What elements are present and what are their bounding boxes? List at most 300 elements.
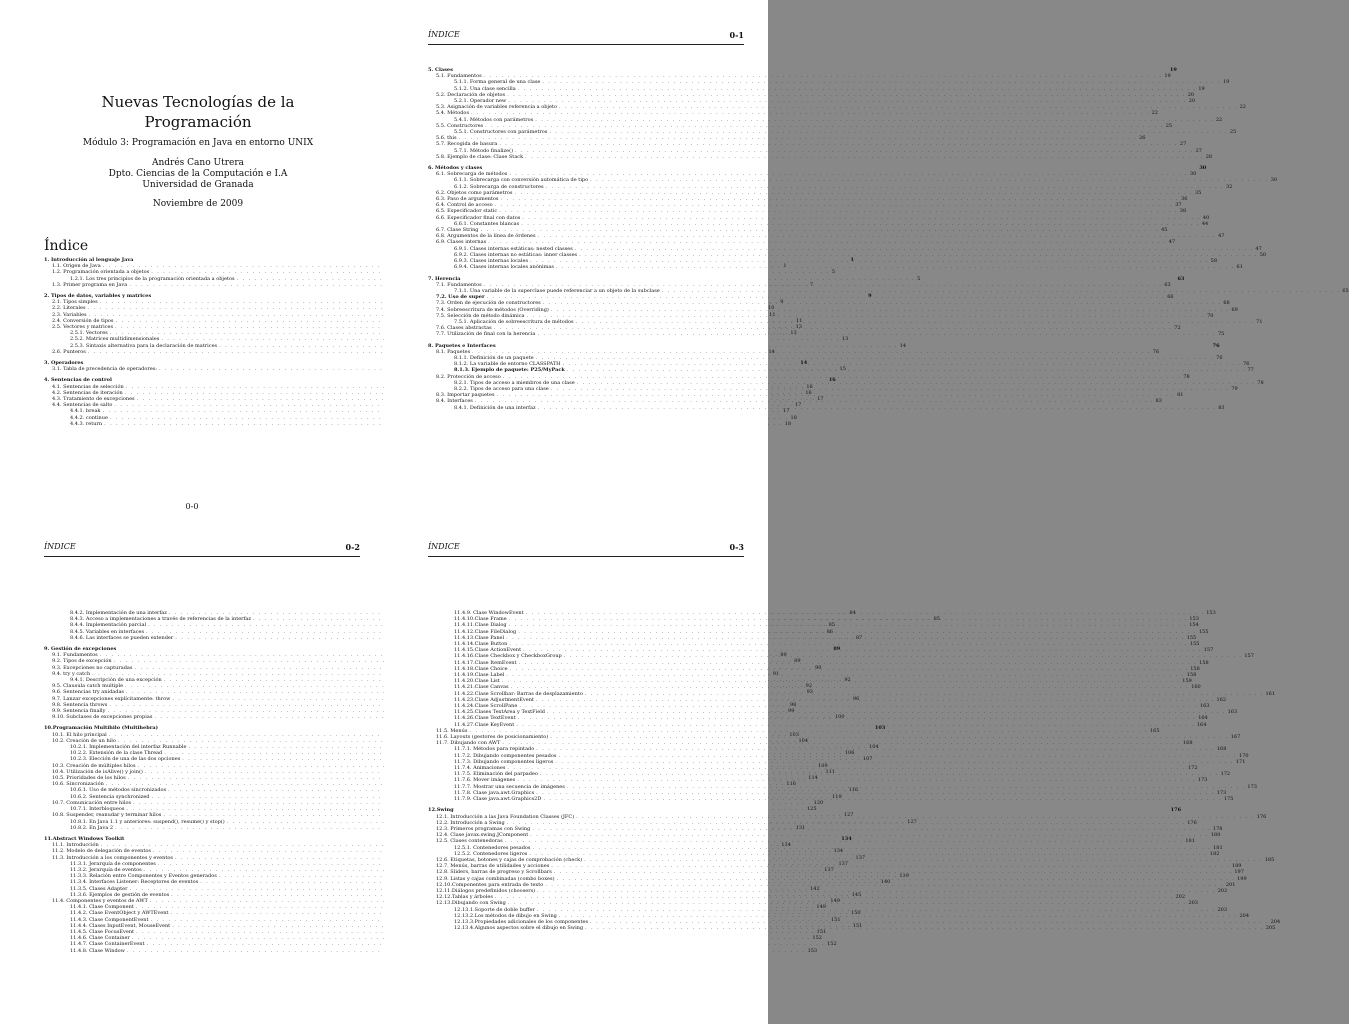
toc-entry-label: 5.7.1. Método finalize() [454,147,514,154]
toc-entry-page-number: 9 [780,299,784,306]
toc-entry-page-number: 25 [1165,122,1173,129]
toc-entry-page-number: 84 [849,610,856,616]
toc-entry-page-number: 10 [768,305,775,312]
toc-entry-page-number: 205 [1265,925,1276,932]
toc-entry-label: 6.2. Objetos como parámetros [436,189,513,196]
toc-entry-page-number: 26 [1139,135,1146,142]
header-page-number: 0-2 [345,542,360,552]
toc-entry-label: 11.4.17.Clase ItemEvent [454,659,517,666]
toc-entry-label: 11.7.5. Eliminación del parpadeo [454,771,538,778]
toc-entry-label: 8. Paquetes e Interfaces [428,342,496,349]
toc-entry-page-number: 158 [1190,665,1200,672]
toc-entry-label: 5.4.1. Métodos con parámetros [454,116,534,123]
toc-entry-page-number: 182 [1209,850,1220,857]
toc-entry-page-number: 58 [1210,258,1218,265]
toc-entry-page-number: 99 [788,708,795,715]
toc-entry-page-number: 125 [807,806,817,813]
toc-entry-label: 5.1. Fundamentos [436,73,482,80]
toc-entry-label: 9.5. Clausula catch multiple [52,683,124,690]
toc-entry-page-number: 173 [1247,783,1257,790]
toc-entry-label: 12.5.1. Contenedores pesados [454,844,531,851]
toc-entry-label: 5.7. Recogida de basura [436,141,498,148]
toc-entry-page-number: 32 [1226,183,1233,190]
date: Noviembre de 2009 [152,199,244,209]
toc-entry-label: 6.9.4. Clases internas locales anónimas [454,264,554,271]
toc-entry-label: 11.4.12.Clase FileDialog [454,628,517,635]
toc-entry-label: 11.4.10.Clase Frame [454,616,507,623]
toc-entry-page-number: 76 [1212,342,1220,349]
toc-entry-page-number: 172 [1220,771,1231,778]
header-title: ÍNDICE [44,542,76,551]
toc-entry-label: 10.1. El hilo principal [52,731,107,738]
toc-entry-label: 4.4. Sentencias de salto [52,402,113,409]
toc-entry-label: 6.9.3. Clases internas locales [454,258,529,265]
toc-entry-page-number: 69 [1231,306,1238,313]
toc-entry-label: 11.7.7. Mostrar una secuencia de imágenes [454,783,565,790]
document-subtitle: Módulo 3: Programación en Java en entorno UNIX [82,138,314,148]
toc-entry-page-number: 14 [899,342,907,349]
toc-entry-page-number: 137 [824,866,834,873]
toc-entry-page-number: 5 [917,275,921,282]
index-heading: Índice [44,238,89,254]
toc-entry-label: 10.4. Utilización de isAlive() y join() [52,768,143,775]
header-rule [428,44,744,45]
toc-entry-page-number: 172 [1187,765,1198,772]
toc-entry-label: 1.2. Programación orientada a objetos [52,269,150,276]
toc-entry-page-number: 19 [1198,85,1205,92]
toc-entry-page-number: 77 [1247,367,1254,374]
toc-entry-page-number: 83 [1155,398,1162,405]
toc-entry-page-number: 164 [1196,721,1207,728]
toc-entry-page-number: 13 [841,336,849,343]
toc-entry-label: 2.3. Variables [52,311,87,318]
toc-entry-label: 5. Clases [428,67,453,73]
toc-entry-page-number: 204 [1270,918,1281,925]
toc-entry-page-number: 170 [1239,752,1249,759]
toc-entry-label: 11.4.7. Clase ContainerEvent [70,941,145,948]
toc-entry-page-number: 22 [1215,116,1223,123]
toc-entry-page-number: 181 [1185,838,1195,845]
toc-entry-label: 5.1.2. Una clase sencilla [454,85,516,92]
toc-entry-label: 3. Operadores [44,360,84,367]
toc-entry-page-number: 164 [1198,715,1208,722]
toc-entry-page-number: 17 [794,402,802,409]
toc-entry-label: 5.4. Métodos [436,110,470,117]
toc-entry-label: 7.2. Uso de super [436,294,485,301]
toc-entry-page-number: 103 [874,725,886,732]
toc-entry-page-number: 19 [1222,79,1230,86]
toc-entry-page-number: 22 [1239,104,1246,111]
toc-entry-label: 9.9. Sentencia finally [52,708,106,715]
toc-entry-label: 5.5. Constructores [436,122,484,129]
toc-entry-label: 5.8. Ejemplo de clase: Clase Stack [436,153,524,160]
toc-entry-label: 8.1.3. Ejemplo de paquete: P25/MyPack [454,367,565,374]
toc-entry-page-number: 14 [768,348,775,355]
toc-entry-label: 2.5.2. Matrices multidimensionales [70,336,160,343]
toc-entry-page-number: 27 [1179,141,1187,148]
header-title: ÍNDICE [428,30,460,39]
toc-entry-label: 11.3.6. Ejemplos de gestión de eventos [70,891,170,898]
toc-entry-page-number: 45 [1161,227,1168,234]
toc-entry-page-number: 11 [769,311,776,318]
toc-entry-page-number: 16 [828,377,836,384]
toc-entry-page-number: 158 [1186,672,1197,679]
toc-entry-page-number: 63 [1164,281,1171,288]
toc-entry-label: 1.1. Origen de Java [52,263,101,270]
toc-leader-dots [538,405,1217,411]
toc-entry-label: 12.Swing [428,807,454,814]
toc-entry-page-number: 111 [825,768,835,775]
toc-entry-label: 11.2. Modelo de delegación de eventos [52,848,151,855]
toc-entry-label: 5.5.1. Constructores con parámetros [454,129,548,136]
toc-entry-page-number: 134 [781,842,791,849]
toc-entry-label: 4.3. Tratamiento de excepciones [52,396,135,403]
toc-entry-label: 11.4.16.Clase Checkbox y CheckboxGroup [454,653,562,660]
toc-entry-label: 12.13.3.Propiedades adicionales de los componentes [454,918,589,925]
toc-entry-label: 11.7.2. Dibujando componentes pesados [454,752,557,759]
toc-entry-label: 11.4.19.Clase Label [454,672,505,679]
toc-entry-page-number: 78 [1183,373,1190,380]
toc-entry-page-number: 37 [1175,202,1182,209]
toc-entry-page-number: 106 [844,750,855,757]
toc-entry-label: 8.4.6. Las interfaces se pueden extender [70,634,174,641]
toc-entry-page-number: 92 [805,683,813,690]
toc-entry-page-number: 7 [809,281,813,288]
toc-entry-label: 12.8. Sliders, barras de progreso y Scrollbars [436,869,552,876]
toc-entry-page-number: 19 [1164,73,1171,80]
toc-entry-label: 4.4.3. return [70,420,103,427]
toc-entry-label: 8.4.5. Variables en interfaces [70,628,145,635]
toc-entry-label: 10.7. Comunicación entre hilos [52,799,132,806]
toc-entry[interactable] [44,947,818,954]
toc-entry-page-number: 165 [1150,727,1160,734]
toc-entry-page-number: 36 [1181,196,1188,203]
toc-entry-page-number: 20 [1187,91,1195,98]
toc-entry-label: 11.7.9. Clase java.awt.Graphics2D [454,796,542,803]
toc-entry-page-number: 11 [796,317,803,324]
toc-entry-label: 11.7.3. Dibujando componentes ligeros [454,758,554,765]
toc-entry-label: 12.13.1.Soporte de doble buffer [454,906,535,913]
toc-entry-label: 7. Herencia [428,275,461,282]
toc-entry-page-number: 89 [780,652,787,659]
toc-entry-label: 12.2. Introducción a Swing [436,819,505,826]
toc-entry-label: 11.4.14.Clase Button [454,641,508,648]
header-page-number: 0-1 [729,30,744,40]
author: Andrés Cano Utrera [152,158,244,168]
toc-entry-label: 11.7.6. Mover imágenes [454,777,516,784]
toc-entry-label: 11.7.8. Clase java.awt.Graphics [454,789,535,796]
toc-entry-label: 12.6. Etiquetas, botones y cajas de comprobación (check) [436,856,583,863]
toc-entry-page-number: 149 [816,904,826,911]
toc-entry-page-number: 185 [1264,856,1275,863]
toc-entry-page-number: 35 [1195,189,1202,196]
toc-entry-page-number: 140 [880,879,891,886]
toc-entry-page-number: 203 [1217,906,1228,913]
toc-entry-label: 9.8. Sentencia throws [52,701,108,708]
header-title: ÍNDICE [428,542,460,551]
header-rule [44,556,360,557]
toc-entry-page-number: 176 [1187,819,1197,826]
toc-entry-page-number: 145 [851,891,862,898]
toc-entry-page-number: 71 [1256,318,1263,325]
toc-entry-page-number: 134 [841,835,852,842]
toc-entry-page-number: 16 [805,389,812,396]
toc-entry-label: 11.4.27.Clase KeyEvent [454,721,515,728]
toc-entry-label: 9.3. Excepciones no capturadas [52,664,133,671]
toc-entry-page-number: 89 [794,658,801,665]
toc-entry-label: 11.4.5. Clase FocusEvent [70,928,135,935]
toc-entry-page-number: 189 [1231,863,1242,870]
toc-entry-label: 11.7.4. Animaciones [454,765,506,772]
toc-entry-page-number: 15 [839,366,846,373]
toc-entry-label: 10.2. Creación de un hilo [52,737,116,744]
toc-entry-page-number: 160 [1191,684,1201,691]
toc-entry-page-number: 151 [852,922,863,929]
toc-entry-label: 7.5.1. Aplicación de sobreescritura de métodos [454,318,574,325]
toc-entry-page-number: 127 [907,818,917,825]
toc-entry-page-number: 107 [862,756,873,763]
toc-entry-page-number: 175 [1223,796,1234,803]
toc-entry-page-number: 30 [1189,171,1197,178]
toc-entry-label: 12.13.Dibujando con Swing [436,900,506,907]
toc-entry-page-number: 114 [808,775,818,782]
toc-entry-page-number: 93 [806,689,813,696]
toc-entry-page-number: 176 [1256,813,1267,820]
toc-leader-dots [556,264,1235,270]
toc-entry-label: 11.7. Dibujando con AWT [436,740,501,747]
toc-entry-page-number: 178 [1212,825,1223,832]
toc-entry-page-number: 70 [1207,312,1214,319]
toc-entry-label: 9.1. Fundamentos [52,652,98,659]
toc-entry-page-number: 63 [1177,275,1185,282]
toc-entry-label: 9.10. Subclases de excepciones propias [52,714,153,721]
toc-entry[interactable] [428,264,1243,271]
toc-entry-page-number: 173 [1216,789,1227,796]
toc-entry-page-number: 9 [868,293,872,300]
toc-entry-page-number: 202 [1217,887,1228,894]
toc-entry-label: 11.3.3. Relación entre Componentes y Eventos generados [70,873,217,880]
toc-entry-page-number: 27 [1195,147,1202,154]
toc-entry-page-number: 13 [790,330,797,337]
toc-entry-label: 10.6.2. Sentencia synchronized [70,793,150,800]
toc-entry-page-number: 22 [1151,110,1158,117]
document-title: Nuevas Tecnologías de la Programación [101,93,295,131]
toc-entry-label: 12.5. Clases contenedoras [436,838,503,845]
toc-entry-label: 11.4. Componentes y eventos de AWT [52,897,148,904]
toc-entry-label: 6.5. Especificador static [436,208,498,215]
toc-entry-page-number: 104 [869,744,879,751]
toc-entry-page-number: 18 [784,420,792,427]
toc-entry-label: 6.1.2. Sobrecarga de constructores [454,183,544,190]
toc-entry-page-number: 87 [855,634,863,641]
toc-entry-page-number: 139 [899,873,909,880]
toc-entry-label: 12.3. Primeros programas con Swing [436,825,531,832]
toc-entry-label: 11.4.8. Clase Window [70,947,125,954]
title-block [60,92,336,209]
toc-entry-page-number: 76 [1243,361,1250,368]
toc-entry-label: 10.8.1. En Java 1.1 y anteriores: suspend(), resume() y stop() [70,818,225,825]
toc-entry[interactable] [428,153,1213,160]
toc-entry-label: 7.5. Selección de método dinámica [436,312,525,319]
toc-entry-label: 10.Programación Multihilo (Multihebra) [44,725,158,732]
toc-entry-label: 10.2.3. Elección de una de las dos opciones [70,756,181,763]
toc-entry-page-number: 161 [1265,690,1275,697]
toc-entry-label: 4. Sentencias de control [44,377,112,384]
toc-entry-page-number: 14 [800,360,808,367]
toc-entry-label: 10.6. Sincronización [52,781,104,788]
toc-entry-page-number: 20 [1188,98,1196,105]
toc-entry-label: 8.4.4. Implementación parcial [70,622,147,629]
toc-entry-page-number: 197 [1234,869,1244,876]
toc-entry-page-number: 19 [1169,67,1177,73]
toc-entry-label: 10.2.2. Extensión de la clase Thread [70,750,163,757]
toc-entry-label: 11.4.6. Clase Container [70,935,130,942]
toc-entry-page-number: 163 [1199,703,1210,710]
toc-leader-dots [525,154,1204,160]
toc-entry-page-number: 163 [1227,709,1238,716]
toc-entry-page-number: 98 [789,701,797,708]
toc-entry-label: 11.4.4. Clases InputEvent, MouseEvent [70,922,171,929]
toc-entry-page-number: 152 [827,941,837,948]
toc-entry-page-number: 142 [810,885,820,892]
toc-entry-label: 11.4.11.Clase Dialog [454,622,507,629]
toc-entry-label: 6.4. Control de acceso [436,202,493,209]
toc-entry-label: 5.2. Declaración de objetos [436,91,506,98]
toc-entry-label: 2.5.1. Vectores [70,330,108,337]
toc-entry-label: 4.2. Sentencias de iteración [52,389,123,396]
toc-entry-label: 8.4.1. Definición de una interfaz [454,404,536,411]
toc-entry-label: 11.3.5. Clases Adapter [70,885,128,892]
toc-entry-label: 11.4.13.Clase Panel [454,634,505,641]
toc-entry-label: 6.1.1. Sobrecarga con conversión automática de tipo [454,177,589,184]
toc-entry-page-number: 1 [850,257,854,263]
toc-entry-page-number: 152 [812,935,822,942]
toc-entry-page-number: 173 [1197,777,1208,784]
toc-entry-page-number: 65 [1342,287,1349,294]
toc-entry-label: 11.3.1. Jerarquía de componentes [70,860,156,867]
toc-entry-page-number: 158 [1199,659,1209,666]
toc-entry-page-number: 61 [1236,264,1243,271]
toc-entry-page-number: 72 [1174,325,1181,332]
toc-entry-label: 9.7. Lanzar excepciones explícitamente: throw [52,695,171,702]
toc-entry-page-number: 92 [844,677,851,684]
toc-entry-page-number: 38 [1179,208,1187,215]
toc-entry-page-number: 155 [1198,628,1209,635]
toc-entry-page-number: 119 [832,793,842,800]
toc-entry-label: 12.13.4.Algunos aspectos sobre el dibujo en Swing [454,925,584,932]
toc-entry-page-number: 167 [1230,734,1241,741]
toc-entry-page-number: 5 [831,269,836,276]
toc-entry-page-number: 25 [1229,129,1237,136]
toc-entry-page-number: 86 [826,628,833,635]
toc-entry-label: 7.6. Clases abstractas [436,325,492,332]
toc-entry-label: 11.4.22.Clase Scrollbar: Barras de desplazamiento [454,690,583,697]
toc-entry-page-number: 1 [783,263,787,270]
toc-entry-label: 4.4.2. continue [70,414,108,421]
toc-entry-page-number: 127 [843,812,854,819]
toc-entry-label: 12.12.Tablas y árboles [436,894,493,901]
toc-entry-page-number: 155 [1189,641,1200,648]
toc-entry-label: 6.7. Clase String [436,227,479,234]
toc-entry-label: 5.1.1. Forma general de una clase [454,79,541,86]
toc-entry-label: 11.4.9. Clase WindowEvent [454,610,524,616]
toc-entry-page-number: 47 [1255,245,1262,252]
toc-entry-page-number: 153 [807,947,818,954]
toc-entry-page-number: 100 [835,714,845,721]
toc-entry-page-number: 68 [1223,300,1230,307]
toc-entry-label: 12.5.2. Contenedores ligeros [454,850,528,857]
toc-entry-label: 6.6.1. Constantes blancas [454,220,520,227]
toc-entry-label: 5.2.1. Operador new [454,98,507,105]
toc-entry-label: 5.3. Asignación de variables referencia a objeto [436,104,557,111]
toc-entry-page-number: 96 [852,695,860,702]
page-header [44,542,360,556]
toc-entry-page-number: 90 [815,664,822,671]
toc-entry-label: 9.4. try y catch [52,670,91,677]
toc-entry-page-number: 153 [1206,610,1216,616]
toc-entry-label: 11.4.15.Clase ActionEvent [454,647,522,654]
toc-entry-label: 2.1. Tipos simples [52,299,98,306]
toc-entry-label: 6.3. Paso de argumentos [436,196,499,203]
toc-entry-label: 8.1.1. Definición de un paquete [454,354,534,361]
toc-entry-label: 7.1. Fundamentos [436,281,482,288]
toc-entry-page-number: 30 [1199,165,1207,172]
toc-entry-page-number: 89 [833,646,841,653]
toc-entry-label: 10.3. Creación de múltiples hilos [52,762,136,769]
toc-entry-label: 11.4.2. Clase EventObject y AWTEvent [70,910,169,917]
toc-entry-page-number: 66 [1167,294,1174,301]
toc-entry-page-number: 168 [1216,746,1227,753]
toc-entry-page-number: 162 [1216,696,1227,703]
toc-entry[interactable] [44,420,792,427]
toc-entry-label: 8.1. Paquetes [436,348,471,355]
toc-entry-label: 3.1. Tabla de precedencia de operadores: [52,366,157,373]
toc-entry-page-number: 40 [1202,214,1210,221]
toc-entry-label: 6.9.2. Clases internas no estáticas: inner classes [454,251,578,258]
toc-entry-label: 6.8. Argumentos de la línea de órdenes [436,233,536,240]
toc-entry-page-number: 47 [1218,233,1225,240]
toc-entry-label: 10.6.1. Uso de métodos sincronizados [70,787,167,794]
toc-entry-label: 2.2. Literales [52,305,86,312]
toc-leader-dots [585,922,1264,931]
toc-entry-page-number: 151 [816,928,827,935]
toc-entry-label: 9.6. Sentencias try anidadas [52,689,125,696]
toc-entry-page-number: 44 [1201,220,1209,227]
toc-entry-page-number: 155 [1186,634,1197,641]
toc-leader-dots [537,331,1216,337]
toc-entry-label: 10.2.1. Implementación del interfaz Runnable [70,744,187,751]
toc-entry-page-number: 81 [1177,392,1184,399]
toc-entry-page-number: 116 [848,787,859,794]
toc-entry-page-number: 120 [813,799,824,806]
toc-entry-page-number: 17 [817,396,824,403]
toc-entry-page-number: 16 [806,383,813,390]
toc-entry-label: 9.4.1. Descripción de una excepción [70,677,162,684]
toc-entry-label: 4.1. Sentencias de selección [52,383,124,390]
toc-entry-label: 12.4. Clase javax.swing.JComponent [436,832,529,839]
toc-entry-label: 2.5. Vectores y matrices [52,324,114,331]
toc-entry-label: 7.3. Orden de ejecución de constructores [436,300,541,307]
toc-entry-label: 8.2.1. Tipos de acceso a miembros de una clase [454,379,575,386]
toc-entry-page-number: 181 [1213,844,1223,851]
toc-entry-label: 6.9.1. Clases internas estáticas: nested classes [454,245,573,252]
toc-entry-page-number: 85 [828,622,836,629]
toc-entry-label: 6.6. Especificador final con datos [436,214,521,221]
toc-entry-label: 12.13.2.Los métodos de dibujo en Swing [454,912,557,919]
toc-entry-label: 11.4.1. Clase Component [70,904,134,911]
toc-entry-page-number: 17 [783,408,790,415]
toc-entry-label: 11.4.26.Clase TextEvent [454,715,516,722]
